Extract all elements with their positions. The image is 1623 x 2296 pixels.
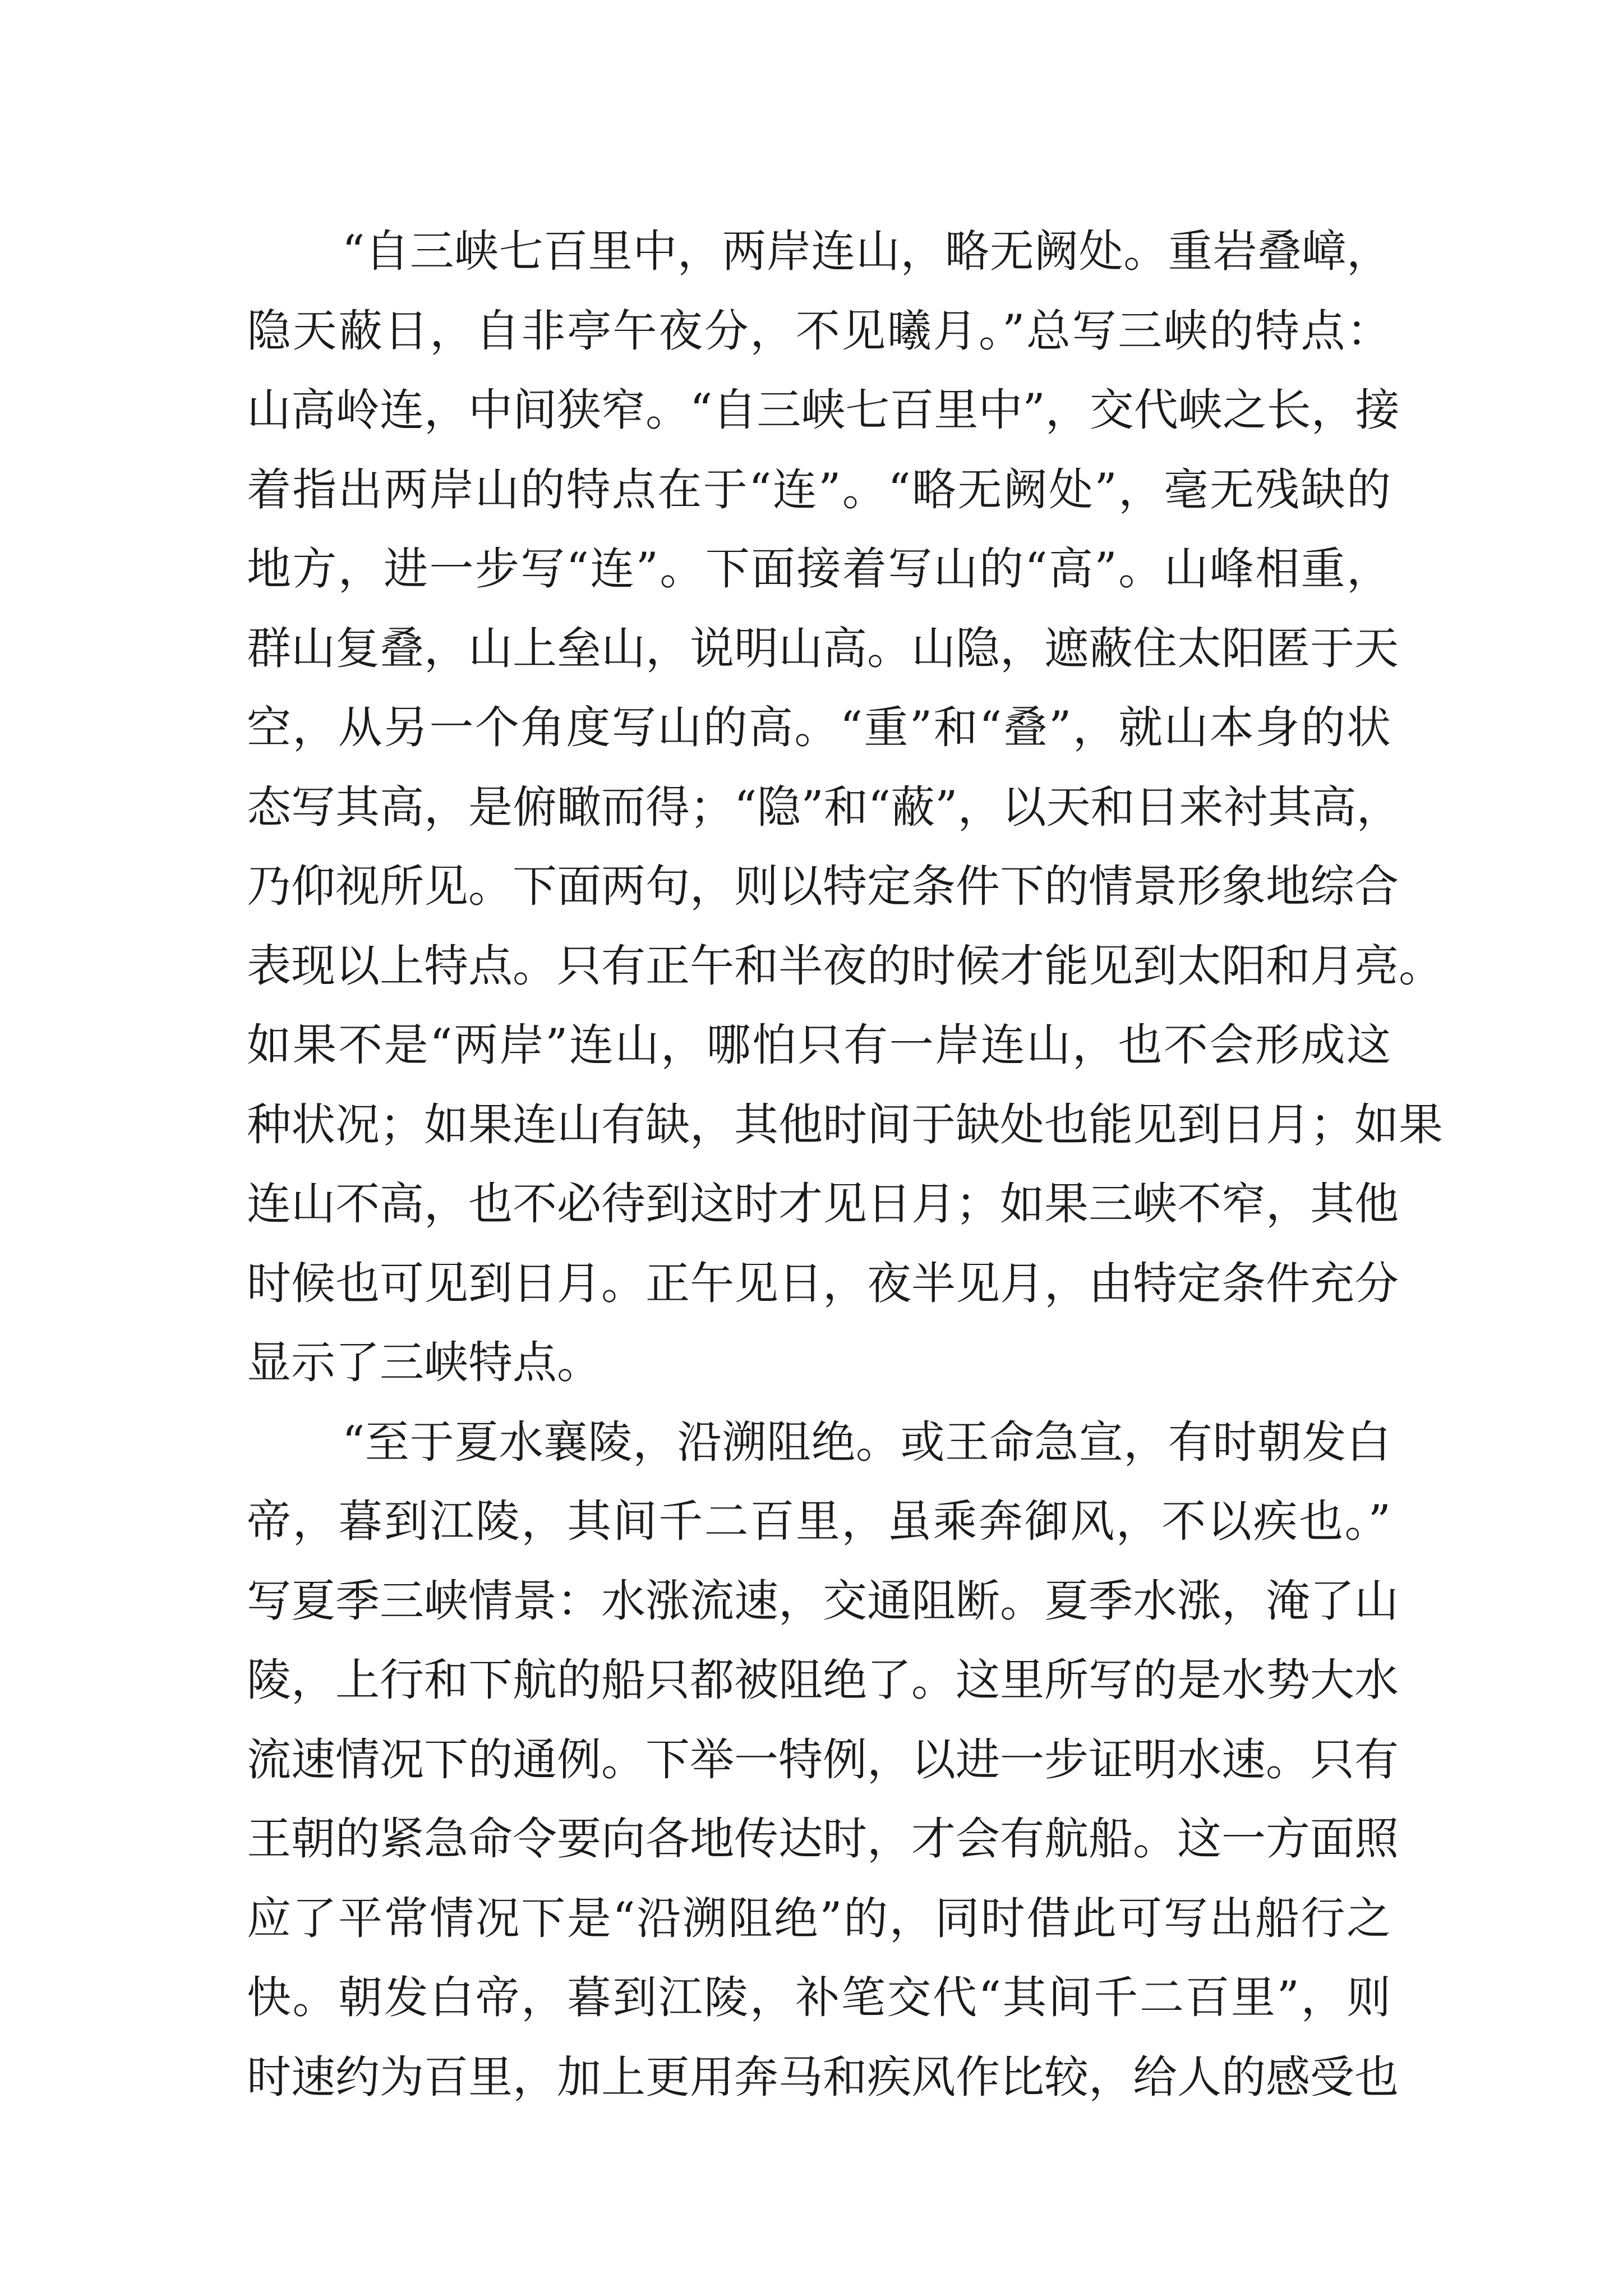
text-line: 连山不高，也不必待到这时才见日月；如果三峡不窄，其他 (247, 1178, 1399, 1230)
text-line: 时候也可见到日月。正午见日，夜半见月，由特定条件充分 (247, 1257, 1399, 1309)
text-line: 显示了三峡特点。 (247, 1337, 601, 1388)
text-line: “至于夏水襄陵，沿溯阻绝。或王命急宣，有时朝发白 (342, 1416, 1391, 1468)
text-line: 地方，进一步写“连”。下面接着写山的“高”。山峰相重， (247, 543, 1391, 595)
text-line: 王朝的紧急命令要向各地传达时，才会有航船。这一方面照 (247, 1813, 1399, 1865)
body-text (247, 212, 1443, 2117)
text-line: 群山复叠，山上垒山，说明山高。山隐，遮蔽住太阳匿于天 (247, 622, 1399, 674)
text-line: 种状况；如果连山有缺，其他时间于缺处也能见到日月；如果 (247, 1098, 1443, 1151)
text-line: 应了平常情况下是“沿溯阻绝”的，同时借此可写出船行之 (247, 1892, 1391, 1944)
text-line: 时速约为百里，加上更用奔马和疾风作比较，给人的感受也 (247, 2051, 1399, 2103)
text-line: 帝，暮到江陵，其间千二百里，虽乘奔御风，不以疾也。” (247, 1496, 1391, 1547)
text-line: 写夏季三峡情景：水涨流速，交通阻断。夏季水涨，淹了山 (247, 1575, 1399, 1627)
paragraph (247, 212, 1443, 1403)
paragraph (247, 1403, 1399, 2118)
text-line: 流速情况下的通例。下举一特例，以进一步证明水速。只有 (247, 1733, 1399, 1786)
text-line: 陵，上行和下航的船只都被阻绝了。这里所写的是水势大水 (247, 1654, 1399, 1706)
text-line: “自三峡七百里中，两岸连山，略无阙处。重岩叠嶂， (342, 226, 1391, 277)
text-line: 隐天蔽日，自非亭午夜分，不见曦月。”总写三峡的特点： (247, 305, 1391, 357)
text-line: 空，从另一个角度写山的高。“重”和“叠”，就山本身的状 (247, 702, 1391, 753)
text-line: 表现以上特点。只有正午和半夜的时候才能见到太阳和月亮。 (247, 940, 1443, 992)
text-line: 如果不是“两岸”连山，哪怕只有一岸连山，也不会形成这 (247, 1019, 1391, 1071)
text-line: 乃仰视所见。下面两句，则以特定条件下的情景形象地综合 (247, 861, 1399, 912)
text-line: 山高岭连，中间狭窄。“自三峡七百里中”，交代峡之长，接 (247, 384, 1400, 436)
text-line: 态写其高，是俯瞰而得；“隐”和“蔽”，以天和日来衬其高， (247, 781, 1401, 833)
text-line: 着指出两岸山的特点在于“连”。“略无阙处”，毫无残缺的 (247, 463, 1391, 516)
text-line: 快。朝发白帝，暮到江陵，补笔交代“其间千二百里”，则 (247, 1972, 1391, 2023)
